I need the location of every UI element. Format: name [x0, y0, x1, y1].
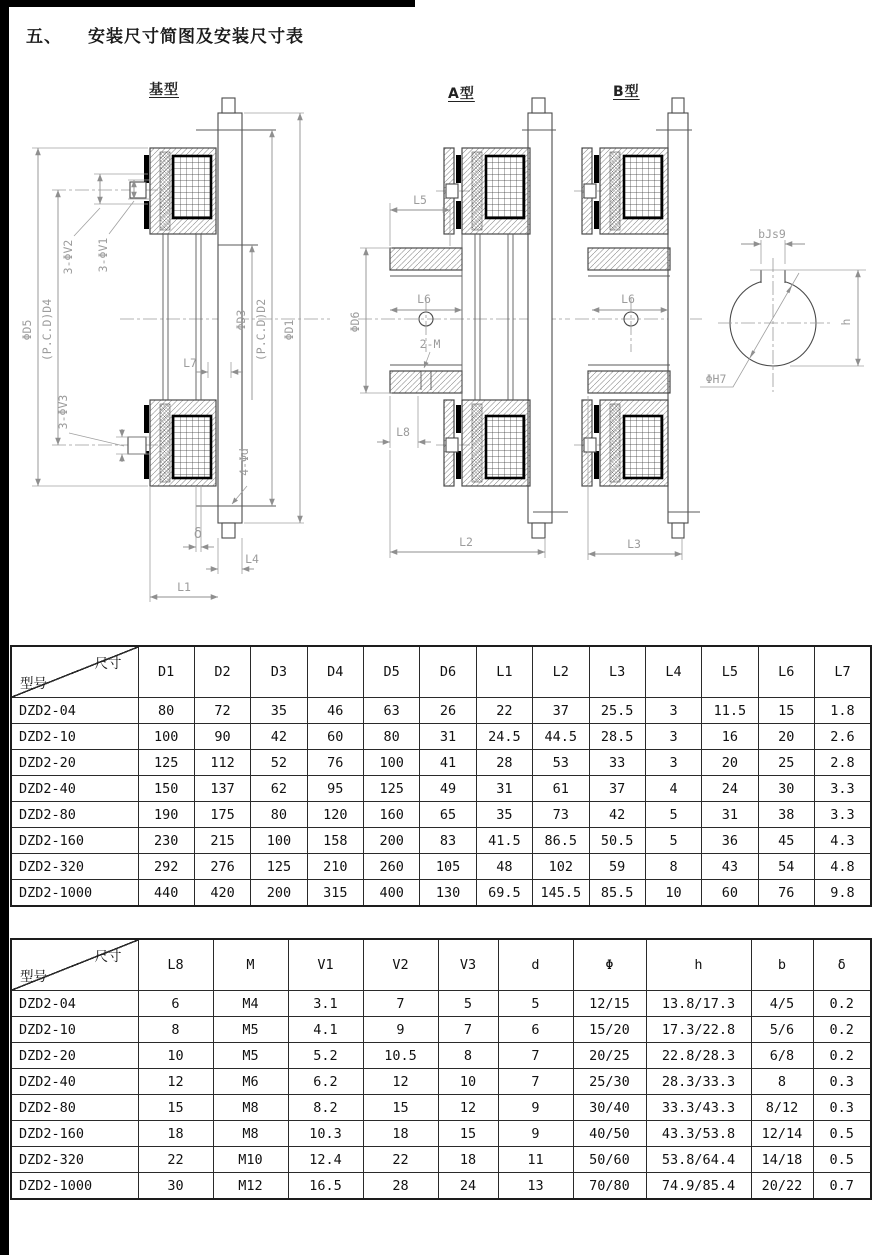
value-cell: 8: [645, 854, 701, 880]
value-cell: 12: [138, 1069, 213, 1095]
value-cell: 3.1: [288, 991, 363, 1017]
value-cell: 40/50: [573, 1121, 646, 1147]
model-cell: DZD2-04: [11, 991, 138, 1017]
value-cell: 9: [363, 1017, 438, 1043]
model-cell: DZD2-40: [11, 1069, 138, 1095]
value-cell: 12/15: [573, 991, 646, 1017]
value-cell: 31: [702, 802, 758, 828]
value-cell: 69.5: [476, 880, 532, 907]
value-cell: 4.8: [815, 854, 872, 880]
value-cell: M5: [213, 1017, 288, 1043]
value-cell: 130: [420, 880, 476, 907]
value-cell: 150: [138, 776, 194, 802]
value-cell: 102: [533, 854, 589, 880]
dimension-table-1-wrap: [10, 645, 872, 907]
value-cell: M8: [213, 1121, 288, 1147]
column-header: V1: [288, 939, 363, 991]
value-cell: 50/60: [573, 1147, 646, 1173]
value-cell: 137: [194, 776, 250, 802]
model-cell: DZD2-320: [11, 1147, 138, 1173]
value-cell: M6: [213, 1069, 288, 1095]
value-cell: 26: [420, 698, 476, 724]
value-cell: 9: [498, 1095, 573, 1121]
value-cell: 86.5: [533, 828, 589, 854]
value-cell: 61: [533, 776, 589, 802]
value-cell: 37: [533, 698, 589, 724]
value-cell: 125: [251, 854, 307, 880]
value-cell: 5: [438, 991, 498, 1017]
value-cell: 215: [194, 828, 250, 854]
value-cell: 28: [363, 1173, 438, 1200]
dim-label-d5: ΦD5: [20, 319, 34, 341]
column-header: d: [498, 939, 573, 991]
value-cell: 95: [307, 776, 363, 802]
value-cell: 6: [498, 1017, 573, 1043]
value-cell: 7: [498, 1043, 573, 1069]
column-header: V3: [438, 939, 498, 991]
column-header: Φ: [573, 939, 646, 991]
value-cell: 3.3: [815, 802, 872, 828]
model-cell: DZD2-20: [11, 750, 138, 776]
value-cell: 20: [702, 750, 758, 776]
value-cell: 49: [420, 776, 476, 802]
value-cell: 18: [438, 1147, 498, 1173]
column-header: M: [213, 939, 288, 991]
column-header: L6: [758, 646, 814, 698]
value-cell: 85.5: [589, 880, 645, 907]
model-cell: DZD2-320: [11, 854, 138, 880]
value-cell: 7: [438, 1017, 498, 1043]
a-view-title: A型: [448, 86, 475, 102]
value-cell: 76: [758, 880, 814, 907]
value-cell: 50.5: [589, 828, 645, 854]
value-cell: 0.7: [813, 1173, 871, 1200]
value-cell: 15/20: [573, 1017, 646, 1043]
value-cell: 42: [251, 724, 307, 750]
dim-label-l2: L2: [459, 535, 473, 549]
a-type-drawing: [348, 98, 570, 558]
value-cell: 20/25: [573, 1043, 646, 1069]
value-cell: 8: [751, 1069, 813, 1095]
column-header: L2: [533, 646, 589, 698]
table-row: [11, 1147, 871, 1173]
model-cell: DZD2-160: [11, 1121, 138, 1147]
model-cell: DZD2-20: [11, 1043, 138, 1069]
dimension-table-2-wrap: [10, 938, 872, 1200]
value-cell: 276: [194, 854, 250, 880]
dim-label-l3: L3: [627, 537, 641, 551]
value-cell: 10.5: [363, 1043, 438, 1069]
value-cell: 30: [138, 1173, 213, 1200]
table-row: [11, 698, 871, 724]
value-cell: 5: [645, 828, 701, 854]
dim-label-d1: ΦD1: [282, 319, 296, 341]
value-cell: 63: [364, 698, 420, 724]
table-row: [11, 1017, 871, 1043]
value-cell: 175: [194, 802, 250, 828]
value-cell: 25/30: [573, 1069, 646, 1095]
value-cell: 0.2: [813, 1043, 871, 1069]
table-row: [11, 854, 871, 880]
value-cell: 52: [251, 750, 307, 776]
value-cell: 54: [758, 854, 814, 880]
value-cell: 25.5: [589, 698, 645, 724]
value-cell: 2.6: [815, 724, 872, 750]
dim-label-v3: 3-ΦV3: [56, 394, 70, 430]
value-cell: 13: [498, 1173, 573, 1200]
value-cell: 12/14: [751, 1121, 813, 1147]
value-cell: 292: [138, 854, 194, 880]
column-header: L7: [815, 646, 872, 698]
dim-label-v1: 3-ΦV1: [96, 237, 110, 273]
value-cell: 43.3/53.8: [646, 1121, 751, 1147]
value-cell: 1.8: [815, 698, 872, 724]
value-cell: 53.8/64.4: [646, 1147, 751, 1173]
value-cell: 20: [758, 724, 814, 750]
value-cell: 12: [438, 1095, 498, 1121]
corner-label-size: 尺寸: [94, 656, 122, 672]
value-cell: 43: [702, 854, 758, 880]
table-row: [11, 1121, 871, 1147]
value-cell: 0.3: [813, 1095, 871, 1121]
value-cell: 190: [138, 802, 194, 828]
value-cell: 0.3: [813, 1069, 871, 1095]
value-cell: 400: [364, 880, 420, 907]
value-cell: 22: [476, 698, 532, 724]
value-cell: M8: [213, 1095, 288, 1121]
column-header: b: [751, 939, 813, 991]
value-cell: 53: [533, 750, 589, 776]
dim-label-d3: ΦD3: [234, 309, 248, 331]
value-cell: 4.1: [288, 1017, 363, 1043]
value-cell: 83: [420, 828, 476, 854]
dim-label-l4: L4: [245, 552, 259, 566]
value-cell: 105: [420, 854, 476, 880]
table-row: [11, 750, 871, 776]
value-cell: 22.8/28.3: [646, 1043, 751, 1069]
column-header: L3: [589, 646, 645, 698]
value-cell: 28: [476, 750, 532, 776]
value-cell: 25: [758, 750, 814, 776]
value-cell: 8: [138, 1017, 213, 1043]
value-cell: 9: [498, 1121, 573, 1147]
column-header: V2: [363, 939, 438, 991]
section-title: 安装尺寸简图及安装尺寸表: [88, 27, 304, 47]
value-cell: 41: [420, 750, 476, 776]
value-cell: 0.5: [813, 1121, 871, 1147]
dim-label-v2: 3-ΦV2: [61, 239, 75, 275]
value-cell: 10.3: [288, 1121, 363, 1147]
value-cell: 22: [138, 1147, 213, 1173]
value-cell: 3: [645, 698, 701, 724]
value-cell: 440: [138, 880, 194, 907]
dim-label-h7: ΦH7: [705, 372, 727, 386]
dim-label-bjs9: bJs9: [758, 227, 786, 241]
value-cell: 24.5: [476, 724, 532, 750]
column-header: L1: [476, 646, 532, 698]
corner-label-model: 型号: [20, 676, 47, 692]
value-cell: 12: [363, 1069, 438, 1095]
column-header: D6: [420, 646, 476, 698]
model-cell: DZD2-80: [11, 1095, 138, 1121]
value-cell: 10: [645, 880, 701, 907]
value-cell: 5: [645, 802, 701, 828]
value-cell: 37: [589, 776, 645, 802]
value-cell: 80: [364, 724, 420, 750]
value-cell: 72: [194, 698, 250, 724]
value-cell: 24: [438, 1173, 498, 1200]
value-cell: 17.3/22.8: [646, 1017, 751, 1043]
value-cell: 100: [364, 750, 420, 776]
model-cell: DZD2-160: [11, 828, 138, 854]
value-cell: 10: [138, 1043, 213, 1069]
header-row: [11, 939, 871, 991]
value-cell: 260: [364, 854, 420, 880]
value-cell: 112: [194, 750, 250, 776]
model-cell: DZD2-1000: [11, 1173, 138, 1200]
dim-label-4d: 4-Φd: [237, 448, 251, 476]
dim-label-delta: δ: [193, 526, 203, 542]
value-cell: 8: [438, 1043, 498, 1069]
table-row: [11, 802, 871, 828]
column-header: D5: [364, 646, 420, 698]
value-cell: 3.3: [815, 776, 872, 802]
value-cell: 125: [138, 750, 194, 776]
corner-label-size: 尺寸: [94, 949, 122, 965]
value-cell: 48: [476, 854, 532, 880]
value-cell: 6: [138, 991, 213, 1017]
section-number: 五、: [26, 27, 62, 47]
value-cell: 42: [589, 802, 645, 828]
value-cell: 3: [645, 750, 701, 776]
dim-label-l7: L7: [183, 356, 197, 370]
value-cell: M5: [213, 1043, 288, 1069]
corner-header: [11, 939, 138, 991]
base-type-drawing: [20, 98, 330, 602]
value-cell: 44.5: [533, 724, 589, 750]
model-cell: DZD2-1000: [11, 880, 138, 907]
value-cell: 5.2: [288, 1043, 363, 1069]
value-cell: 41.5: [476, 828, 532, 854]
value-cell: 65: [420, 802, 476, 828]
value-cell: 70/80: [573, 1173, 646, 1200]
value-cell: 18: [363, 1121, 438, 1147]
column-header: δ: [813, 939, 871, 991]
value-cell: 38: [758, 802, 814, 828]
column-header: D4: [307, 646, 363, 698]
value-cell: 7: [498, 1069, 573, 1095]
model-cell: DZD2-80: [11, 802, 138, 828]
value-cell: 315: [307, 880, 363, 907]
value-cell: 30: [758, 776, 814, 802]
value-cell: 90: [194, 724, 250, 750]
value-cell: 200: [251, 880, 307, 907]
dim-label-l1: L1: [177, 580, 191, 594]
value-cell: 16.5: [288, 1173, 363, 1200]
value-cell: 8/12: [751, 1095, 813, 1121]
value-cell: 28.3/33.3: [646, 1069, 751, 1095]
value-cell: 24: [702, 776, 758, 802]
value-cell: 59: [589, 854, 645, 880]
table-row: [11, 1173, 871, 1200]
corner-header: [11, 646, 138, 698]
dim-label-pcd2: (P.C.D)D2: [254, 298, 268, 362]
column-header: h: [646, 939, 751, 991]
value-cell: 12.4: [288, 1147, 363, 1173]
table-row: [11, 1069, 871, 1095]
column-header: D3: [251, 646, 307, 698]
value-cell: 5: [498, 991, 573, 1017]
base-view-title: 基型: [149, 82, 179, 98]
value-cell: 9.8: [815, 880, 872, 907]
dim-label-h: h: [839, 318, 853, 326]
column-header: D2: [194, 646, 250, 698]
value-cell: 15: [138, 1095, 213, 1121]
value-cell: 73: [533, 802, 589, 828]
value-cell: 6.2: [288, 1069, 363, 1095]
value-cell: 15: [438, 1121, 498, 1147]
dim-label-l8: L8: [396, 425, 410, 439]
value-cell: 420: [194, 880, 250, 907]
model-cell: DZD2-40: [11, 776, 138, 802]
value-cell: 16: [702, 724, 758, 750]
value-cell: 210: [307, 854, 363, 880]
value-cell: 4.3: [815, 828, 872, 854]
value-cell: 0.2: [813, 991, 871, 1017]
value-cell: 11.5: [702, 698, 758, 724]
corner-label-model: 型号: [20, 969, 47, 985]
value-cell: M12: [213, 1173, 288, 1200]
value-cell: 31: [476, 776, 532, 802]
table-row: [11, 828, 871, 854]
value-cell: 76: [307, 750, 363, 776]
table-row: [11, 880, 871, 907]
column-header: L8: [138, 939, 213, 991]
value-cell: 3: [645, 724, 701, 750]
value-cell: 20/22: [751, 1173, 813, 1200]
table-row: [11, 724, 871, 750]
value-cell: 100: [251, 828, 307, 854]
value-cell: 60: [307, 724, 363, 750]
value-cell: 4/5: [751, 991, 813, 1017]
value-cell: 36: [702, 828, 758, 854]
value-cell: 158: [307, 828, 363, 854]
value-cell: 28.5: [589, 724, 645, 750]
dim-label-l6b: L6: [621, 292, 635, 306]
column-header: D1: [138, 646, 194, 698]
value-cell: 0.2: [813, 1017, 871, 1043]
value-cell: 18: [138, 1121, 213, 1147]
model-cell: DZD2-10: [11, 1017, 138, 1043]
value-cell: 60: [702, 880, 758, 907]
table-row: [11, 1095, 871, 1121]
b-type-drawing: [574, 98, 702, 560]
dim-label-l5: L5: [413, 193, 427, 207]
value-cell: 100: [138, 724, 194, 750]
dimension-table-2: [10, 938, 872, 1200]
value-cell: 6/8: [751, 1043, 813, 1069]
table-row: [11, 1043, 871, 1069]
value-cell: M4: [213, 991, 288, 1017]
dim-label-d6: ΦD6: [348, 311, 362, 333]
shaft-bore-side-view: [700, 227, 866, 392]
value-cell: 2.8: [815, 750, 872, 776]
value-cell: 31: [420, 724, 476, 750]
value-cell: 10: [438, 1069, 498, 1095]
value-cell: 15: [758, 698, 814, 724]
value-cell: 230: [138, 828, 194, 854]
value-cell: 160: [364, 802, 420, 828]
value-cell: 45: [758, 828, 814, 854]
value-cell: M10: [213, 1147, 288, 1173]
value-cell: 5/6: [751, 1017, 813, 1043]
header-row: [11, 646, 871, 698]
value-cell: 80: [138, 698, 194, 724]
value-cell: 33.3/43.3: [646, 1095, 751, 1121]
column-header: L5: [702, 646, 758, 698]
value-cell: 145.5: [533, 880, 589, 907]
value-cell: 74.9/85.4: [646, 1173, 751, 1200]
value-cell: 8.2: [288, 1095, 363, 1121]
value-cell: 13.8/17.3: [646, 991, 751, 1017]
value-cell: 14/18: [751, 1147, 813, 1173]
model-cell: DZD2-04: [11, 698, 138, 724]
value-cell: 46: [307, 698, 363, 724]
value-cell: 11: [498, 1147, 573, 1173]
table-row: [11, 991, 871, 1017]
dim-label-l6a: L6: [417, 292, 431, 306]
value-cell: 120: [307, 802, 363, 828]
dim-label-pcd4: (P.C.D)D4: [40, 298, 54, 362]
value-cell: 80: [251, 802, 307, 828]
column-header: L4: [645, 646, 701, 698]
dimension-table-1: [10, 645, 872, 907]
value-cell: 22: [363, 1147, 438, 1173]
value-cell: 35: [476, 802, 532, 828]
value-cell: 200: [364, 828, 420, 854]
value-cell: 7: [363, 991, 438, 1017]
value-cell: 4: [645, 776, 701, 802]
value-cell: 35: [251, 698, 307, 724]
dim-label-2m: 2-M: [419, 337, 441, 351]
value-cell: 0.5: [813, 1147, 871, 1173]
value-cell: 125: [364, 776, 420, 802]
b-view-title: B型: [613, 84, 640, 100]
model-cell: DZD2-10: [11, 724, 138, 750]
value-cell: 62: [251, 776, 307, 802]
value-cell: 15: [363, 1095, 438, 1121]
table-row: [11, 776, 871, 802]
value-cell: 30/40: [573, 1095, 646, 1121]
value-cell: 33: [589, 750, 645, 776]
